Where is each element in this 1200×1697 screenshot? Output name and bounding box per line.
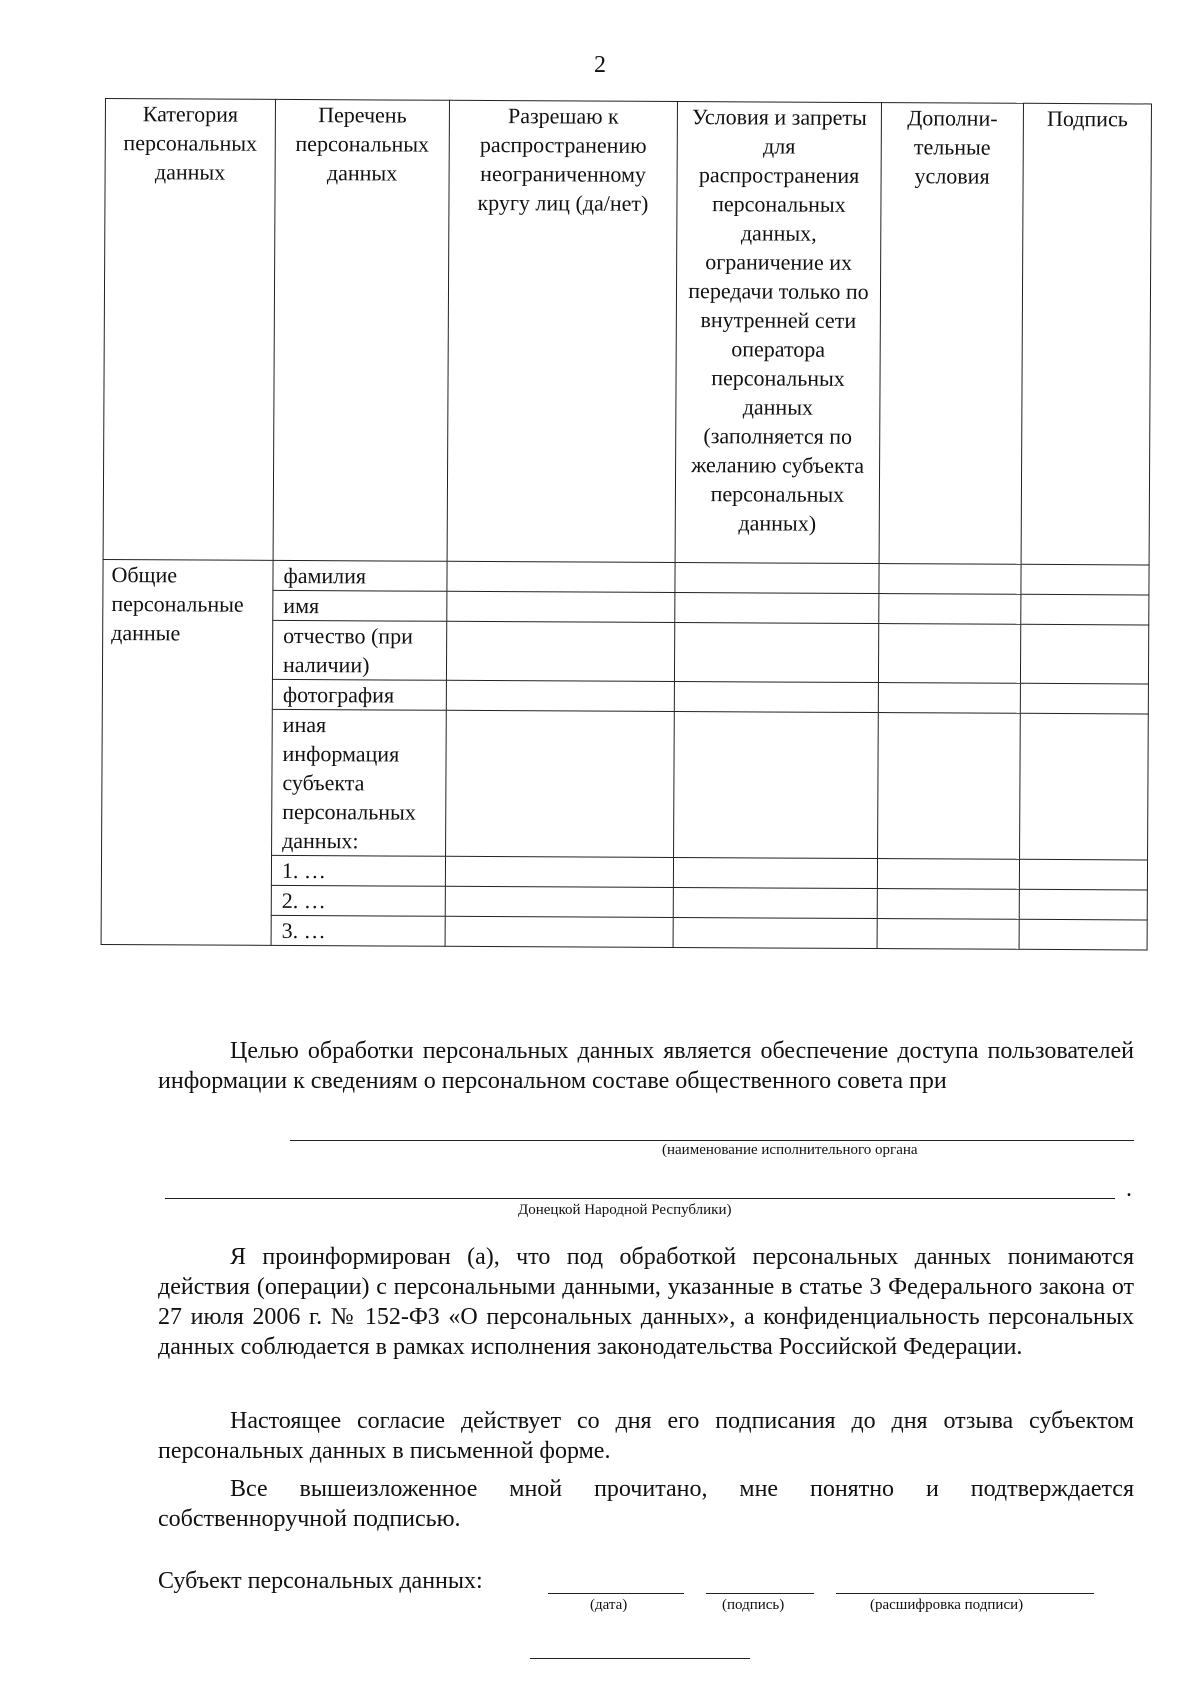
- end-dot: .: [1126, 1176, 1132, 1202]
- conditions-cell[interactable]: [673, 857, 877, 888]
- item-cell: отчество (при наличии): [272, 620, 446, 680]
- conditions-cell[interactable]: [675, 592, 879, 623]
- validity-text: Настоящее согласие действует со дня его подписания до дня отзыва субъектом персональных данных в письменной форме.: [158, 1408, 1134, 1464]
- item-cell: иная информация субъекта персональных данных:: [272, 709, 447, 856]
- signature-cell[interactable]: [1020, 713, 1149, 860]
- additional-cell[interactable]: [879, 564, 1021, 595]
- conditions-cell[interactable]: [674, 622, 878, 682]
- confirm-text: Все вышеизложенное мной прочитано, мне понятно и подтверждается собственноручной подписью.: [158, 1476, 1134, 1532]
- permission-cell[interactable]: [446, 621, 674, 681]
- header-permission: Разрешаю к распространению неограниченному кругу лиц (да/нет): [447, 100, 677, 562]
- conditions-cell[interactable]: [673, 917, 877, 948]
- header-list: Перечень персональных данных: [273, 99, 449, 561]
- permission-cell[interactable]: [447, 561, 675, 592]
- category-cell: Общие персональные данные: [101, 559, 273, 945]
- organ-name-line[interactable]: [290, 1140, 1134, 1141]
- signature-cell[interactable]: [1019, 889, 1147, 920]
- additional-cell[interactable]: [877, 919, 1019, 950]
- additional-cell[interactable]: [877, 889, 1019, 920]
- consent-table: [101, 98, 1152, 950]
- additional-cell[interactable]: [879, 594, 1021, 625]
- permission-cell[interactable]: [447, 591, 675, 622]
- header-category: Категория персональных данных: [103, 99, 275, 561]
- permission-cell[interactable]: [445, 886, 673, 917]
- page-number: 2: [594, 52, 606, 78]
- additional-cell[interactable]: [878, 624, 1020, 684]
- permission-cell[interactable]: [445, 916, 673, 947]
- additional-cell[interactable]: [878, 683, 1020, 714]
- header-additional: Дополни-тельные условия: [879, 103, 1023, 565]
- conditions-cell[interactable]: [673, 887, 877, 918]
- conditions-cell[interactable]: [674, 681, 878, 712]
- decode-line[interactable]: [836, 1593, 1094, 1594]
- informed-text: Я проинформирован (а), что под обработкой персональных данных понимаются действия (операции) с персональными данными, указанные в статье 3 Федерального закона от 27 июля 2006 г. № 152-ФЗ «О персональных данных», а конфиденциальность персональных данных соблюдается в рамках исполнения законодательства Российской Федерации.: [158, 1244, 1134, 1360]
- item-cell: имя: [273, 590, 447, 621]
- date-caption: (дата): [590, 1597, 628, 1613]
- item-cell: фамилия: [273, 560, 447, 591]
- conditions-cell[interactable]: [675, 562, 879, 593]
- signature-cell[interactable]: [1020, 624, 1148, 684]
- table-row: [103, 559, 1149, 594]
- organ-name-line-2[interactable]: [165, 1198, 1115, 1199]
- additional-cell[interactable]: [877, 859, 1019, 890]
- sign-caption: (подпись): [722, 1597, 785, 1613]
- table-header-row: [103, 99, 1151, 565]
- signature-cell[interactable]: [1019, 919, 1147, 950]
- permission-cell[interactable]: [445, 856, 673, 887]
- permission-cell[interactable]: [446, 710, 675, 857]
- header-signature: Подпись: [1021, 103, 1151, 565]
- signature-cell[interactable]: [1021, 594, 1149, 625]
- signature-cell[interactable]: [1020, 683, 1148, 714]
- separator-line: [530, 1658, 750, 1659]
- purpose-text: Целью обработки персональных данных является обеспечение доступа пользователей информации к сведениям о персональном составе общественного совета при: [158, 1038, 1134, 1094]
- subject-label: Субъект персональных данных:: [158, 1568, 483, 1594]
- signature-line[interactable]: [706, 1593, 814, 1594]
- organ-name-caption: (наименование исполнительного органа: [662, 1142, 918, 1158]
- header-conditions: Условия и запреты для распространения персональных данных, ограничение их передачи только по внутренней сети оператора персональных данных (заполняется по желанию субъекта персональных данных): [675, 101, 881, 563]
- permission-cell[interactable]: [446, 680, 674, 711]
- item-cell: фотография: [272, 679, 446, 710]
- item-cell: 1. …: [271, 855, 445, 886]
- republic-caption: Донецкой Народной Республики): [518, 1202, 732, 1218]
- conditions-cell[interactable]: [674, 711, 879, 858]
- additional-cell[interactable]: [878, 713, 1021, 860]
- item-cell: 3. …: [271, 915, 445, 946]
- date-line[interactable]: [548, 1593, 684, 1594]
- signature-cell[interactable]: [1019, 859, 1147, 890]
- signature-cell[interactable]: [1021, 564, 1149, 595]
- decode-caption: (расшифровка подписи): [870, 1597, 1024, 1613]
- item-cell: 2. …: [271, 885, 445, 916]
